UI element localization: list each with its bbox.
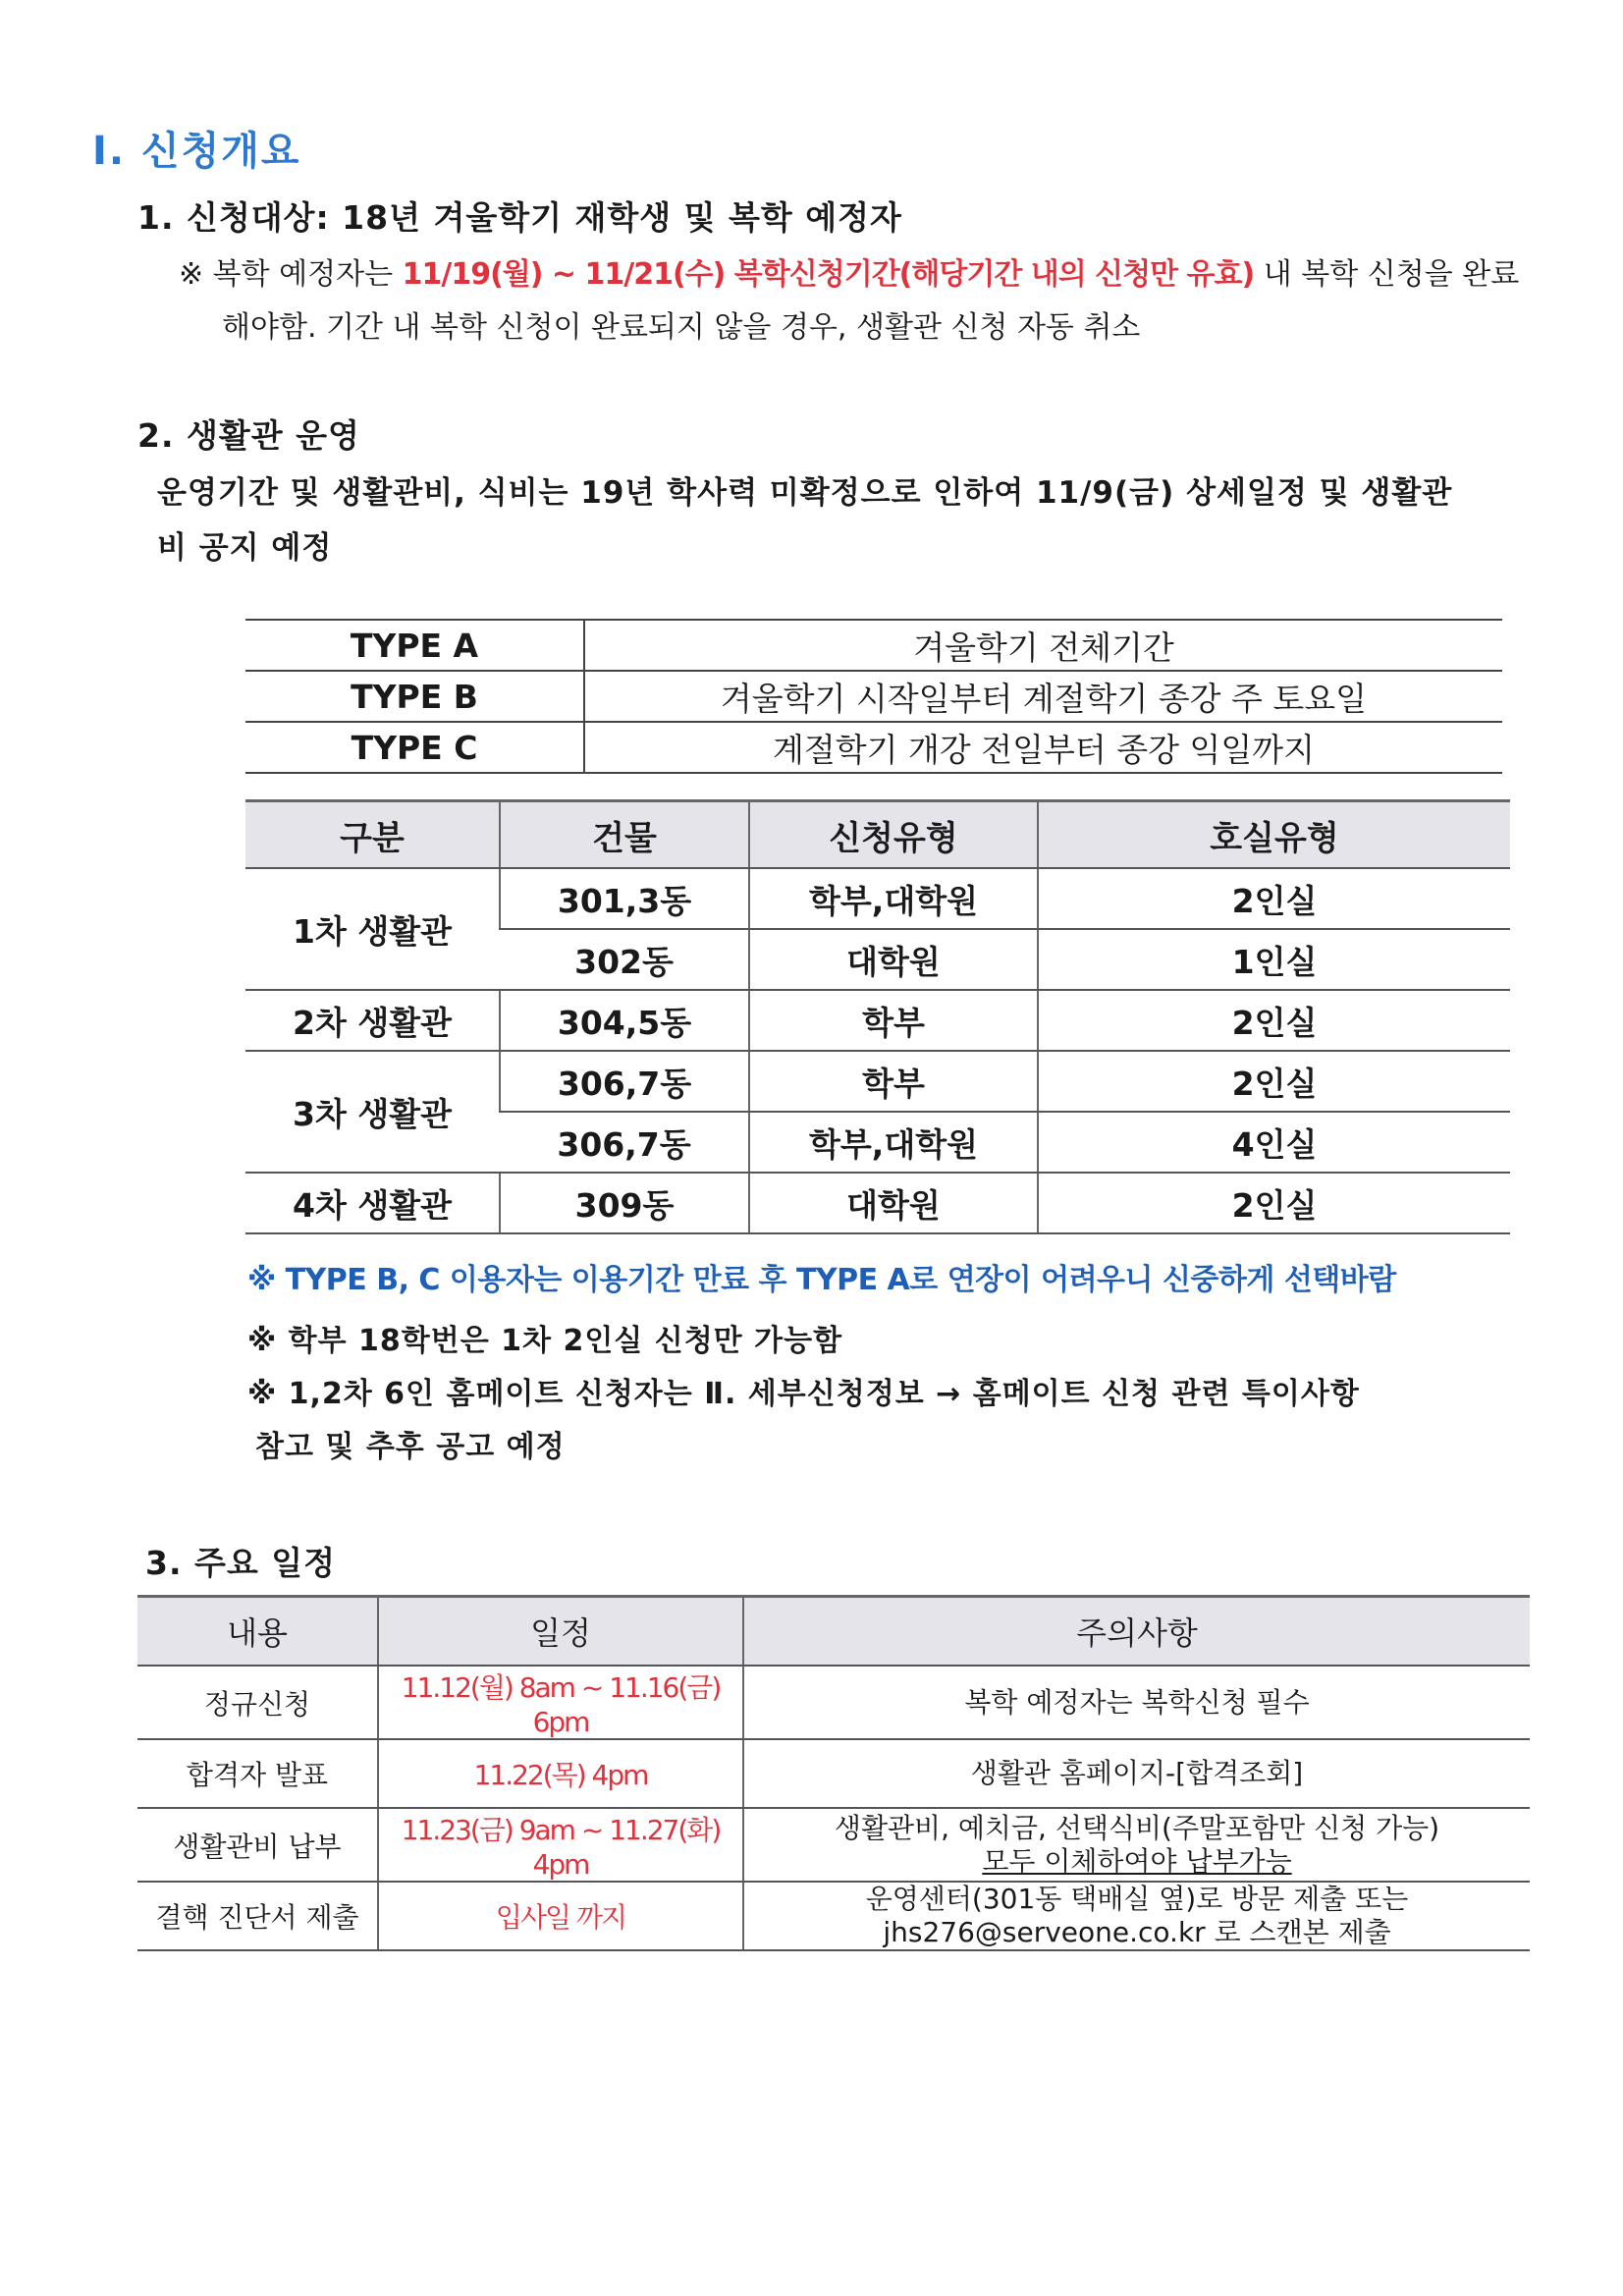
note-suffix: 내 복학 신청을 완료 <box>1254 257 1520 292</box>
type-name: TYPE C <box>245 722 584 773</box>
section-1-heading: 1. 신청대상: 18년 겨울학기 재학생 및 복학 예정자 <box>137 198 902 237</box>
dorm-apply-type: 학부,대학원 <box>749 1112 1038 1173</box>
dorm-header-cell: 건물 <box>500 801 749 869</box>
note-prefix: ※ 복학 예정자는 <box>179 257 403 292</box>
table-row <box>245 990 1510 1051</box>
schedule-note <box>743 1666 1530 1739</box>
schedule-header-cell: 주의사항 <box>743 1597 1530 1667</box>
section-1-note <box>179 249 1519 293</box>
notice-2: ※ 학부 18학번은 1차 2인실 신청만 가능함 <box>247 1324 843 1358</box>
section-2-heading: 2. 생활관 운영 <box>137 416 360 455</box>
dorm-group: 1차 생활관 <box>245 868 500 990</box>
dorm-room-type: 2인실 <box>1038 1173 1510 1233</box>
type-row <box>245 671 1502 722</box>
dorm-building: 304,5동 <box>500 990 749 1051</box>
schedule-header-cell: 일정 <box>378 1597 743 1667</box>
schedule-item: 정규신청 <box>137 1666 378 1739</box>
type-row <box>245 722 1502 773</box>
schedule-note-line: jhs276@serveone.co.kr 로 스캔본 제출 <box>883 1916 1391 1948</box>
notice-3: ※ 1,2차 6인 홈메이트 신청자는 Ⅱ. 세부신청정보 → 홈메이트 신청 관련 특이사항 <box>247 1377 1360 1411</box>
schedule-date: 11.22(목) 4pm <box>378 1739 743 1808</box>
schedule-note <box>743 1882 1530 1950</box>
dorm-group: 4차 생활관 <box>245 1173 500 1233</box>
dorm-building: 306,7동 <box>500 1112 749 1173</box>
schedule-table <box>137 1595 1530 1951</box>
dorm-apply-type: 대학원 <box>749 1173 1038 1233</box>
dorm-apply-type: 학부,대학원 <box>749 868 1038 929</box>
section-3-heading: 3. 주요 일정 <box>145 1544 336 1582</box>
dorm-header-row <box>245 801 1510 869</box>
dorm-building: 302동 <box>500 929 749 990</box>
schedule-note-line: 생활관비, 예치금, 선택식비(주말포함만 신청 가능) <box>834 1811 1440 1844</box>
dorm-room-type: 1인실 <box>1038 929 1510 990</box>
schedule-note <box>743 1808 1530 1882</box>
dorm-apply-type: 대학원 <box>749 929 1038 990</box>
dorm-header-cell: 구분 <box>245 801 500 869</box>
type-name: TYPE A <box>245 620 584 671</box>
type-row <box>245 620 1502 671</box>
dorm-room-type: 4인실 <box>1038 1112 1510 1173</box>
dorm-header-cell: 신청유형 <box>749 801 1038 869</box>
dorm-group: 2차 생활관 <box>245 990 500 1051</box>
dorm-building: 301,3동 <box>500 868 749 929</box>
dorm-header-cell: 호실유형 <box>1038 801 1510 869</box>
type-desc: 계절학기 개강 전일부터 종강 익일까지 <box>584 722 1502 773</box>
section-2-para-line2: 비 공지 예정 <box>157 530 333 566</box>
section-1-note-line2: 해야함. 기간 내 복학 신청이 완료되지 않을 경우, 생활관 신청 자동 취소 <box>222 310 1141 345</box>
section-2-para-line1: 운영기간 및 생활관비, 식비는 19년 학사력 미확정으로 인하여 11/9(금) 상세일정 및 생활관 <box>157 475 1453 511</box>
schedule-item: 생활관비 납부 <box>137 1808 378 1882</box>
schedule-date: 입사일 까지 <box>378 1882 743 1950</box>
schedule-item: 결핵 진단서 제출 <box>137 1882 378 1950</box>
type-desc: 겨울학기 시작일부터 계절학기 종강 주 토요일 <box>584 671 1502 722</box>
table-row <box>137 1666 1530 1739</box>
type-desc: 겨울학기 전체기간 <box>584 620 1502 671</box>
dorm-room-type: 2인실 <box>1038 868 1510 929</box>
dorm-room-type: 2인실 <box>1038 990 1510 1051</box>
dorm-apply-type: 학부 <box>749 1051 1038 1112</box>
dorm-group: 3차 생활관 <box>245 1051 500 1173</box>
dorm-room-type: 2인실 <box>1038 1051 1510 1112</box>
schedule-date: 11.23(금) 9am ~ 11.27(화) 4pm <box>378 1808 743 1882</box>
table-row <box>137 1739 1530 1808</box>
table-row <box>245 1173 1510 1233</box>
schedule-note-line: 모두 이체하여야 납부가능 <box>982 1844 1292 1878</box>
schedule-header-row <box>137 1597 1530 1667</box>
schedule-note-line: 생활관 홈페이지-[합격조회] <box>970 1757 1304 1789</box>
schedule-header-cell: 내용 <box>137 1597 378 1667</box>
type-name: TYPE B <box>245 671 584 722</box>
dorm-apply-type: 학부 <box>749 990 1038 1051</box>
table-row <box>245 1051 1510 1112</box>
schedule-note-line: 운영센터(301동 택배실 옆)로 방문 제출 또는 <box>865 1883 1409 1915</box>
type-table <box>245 619 1502 774</box>
schedule-note-line: 복학 예정자는 복학신청 필수 <box>964 1685 1310 1719</box>
dorm-building: 306,7동 <box>500 1051 749 1112</box>
schedule-date: 11.12(월) 8am ~ 11.16(금) 6pm <box>378 1666 743 1739</box>
dorm-table <box>245 799 1510 1234</box>
notice-3-line2: 참고 및 추후 공고 예정 <box>255 1430 566 1464</box>
schedule-item: 합격자 발표 <box>137 1739 378 1808</box>
notice-blue: ※ TYPE B, C 이용자는 이용기간 만료 후 TYPE A로 연장이 어려우니 신중하게 선택바람 <box>247 1263 1396 1297</box>
dorm-building: 309동 <box>500 1173 749 1233</box>
table-row <box>137 1882 1530 1950</box>
table-row <box>245 868 1510 929</box>
note-highlight: 11/19(월) ~ 11/21(수) 복학신청기간(해당기간 내의 신청만 유효) <box>402 257 1255 292</box>
table-row <box>137 1808 1530 1882</box>
section-title: Ⅰ. 신청개요 <box>92 129 301 174</box>
schedule-note <box>743 1739 1530 1808</box>
